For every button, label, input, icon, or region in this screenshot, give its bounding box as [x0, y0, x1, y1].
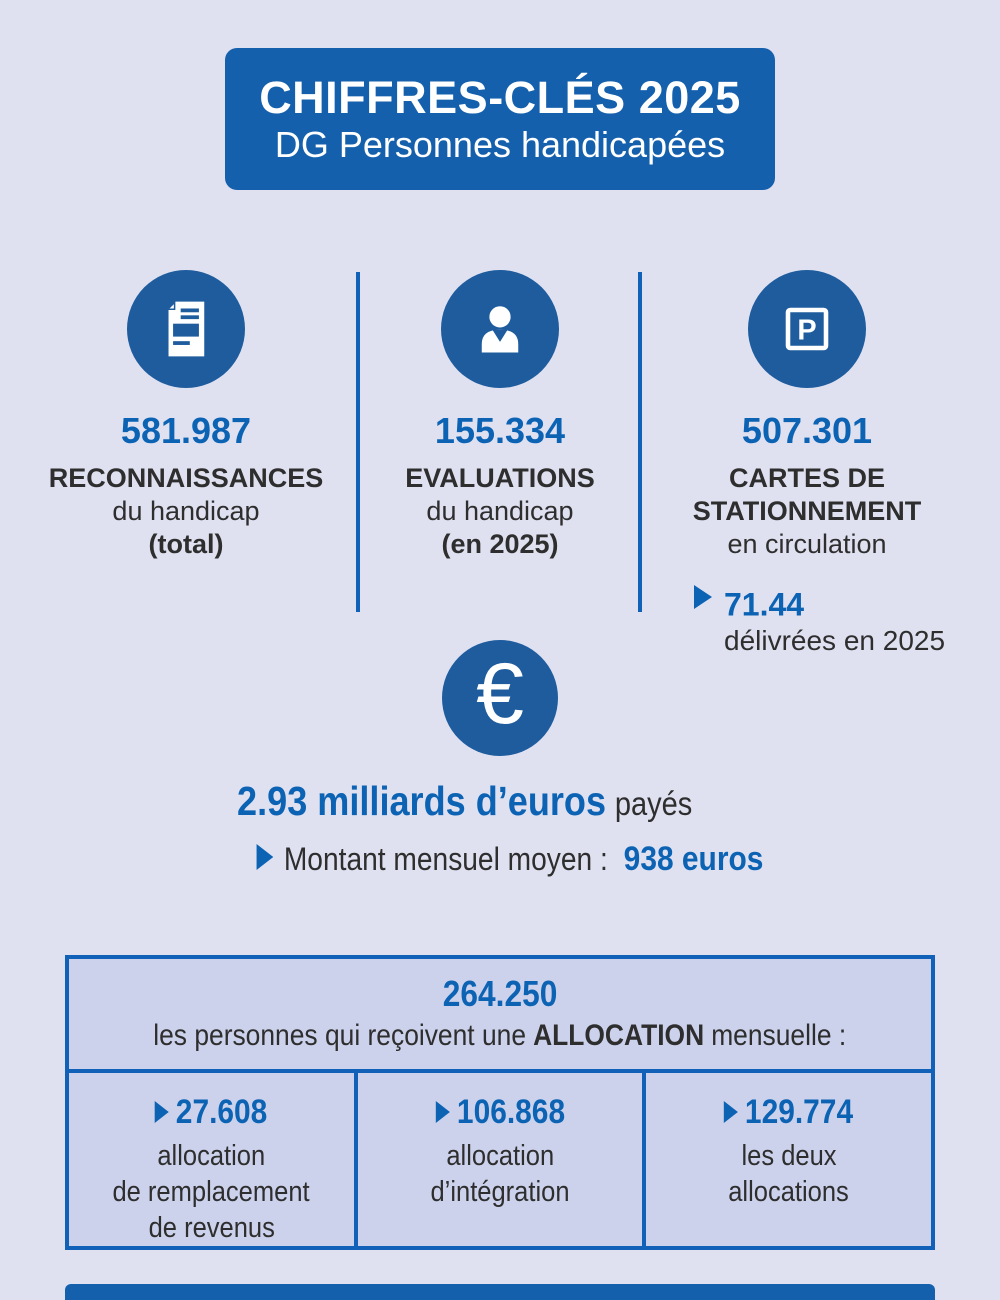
monthly-value: 938 euros: [623, 840, 764, 878]
triangle-bullet-icon: [155, 1101, 169, 1123]
parking-icon: [748, 270, 866, 388]
allocation-table-header: [69, 959, 931, 1073]
cell-label: les deux: [741, 1140, 837, 1172]
allocation-cell-remplacement: [69, 1073, 354, 1246]
page-subtitle: DG Personnes handicapées: [274, 124, 726, 166]
person-icon: [441, 270, 559, 388]
sub-label: délivrées en 2025: [724, 625, 946, 657]
triangle-bullet-icon: [694, 585, 712, 609]
triangle-bullet-icon: [257, 844, 274, 870]
cell-label: de remplacement: [112, 1176, 310, 1208]
stat-label: (total): [148, 529, 224, 559]
monthly-label: Montant mensuel moyen :: [283, 841, 608, 877]
stat-value: 507.301: [741, 410, 873, 451]
page-title: CHIFFRES-CLÉS 2025: [259, 71, 741, 123]
amount-value: 2.93 milliards d’euros: [237, 778, 607, 824]
header-banner: [225, 48, 775, 190]
svg-text:P: P: [797, 314, 817, 347]
cell-label: allocations: [728, 1176, 849, 1208]
allocation-caption-bold: ALLOCATION: [533, 1019, 705, 1052]
stat-label: RECONNAISSANCES: [48, 463, 324, 493]
stat-label: du handicap: [112, 496, 260, 526]
amount-paid-line: [0, 778, 930, 825]
stat-cartes-stationnement: [652, 270, 962, 657]
monthly-average-line: [20, 840, 1000, 879]
stat-value: 581.987: [120, 410, 252, 451]
cell-value: 129.774: [745, 1093, 854, 1131]
cell-value: 106.868: [456, 1093, 565, 1131]
stat-sub-bullet: [652, 585, 962, 657]
allocation-cell-integration: [354, 1073, 643, 1246]
allocation-caption-suffix: mensuelle :: [711, 1019, 847, 1052]
footer-bar: [65, 1284, 935, 1300]
stat-label: du handicap: [426, 496, 574, 526]
stat-label: (en 2025): [441, 529, 559, 559]
stat-label: EVALUATIONS: [405, 463, 595, 493]
allocation-cell-deux-allocations: [642, 1073, 931, 1246]
allocation-table: [65, 955, 935, 1250]
allocation-total: 264.250: [442, 973, 558, 1014]
stat-reconnaissances: [30, 270, 342, 561]
cell-label: allocation: [446, 1140, 554, 1172]
allocation-table-row: [69, 1073, 931, 1246]
stat-label: CARTES DE: [728, 463, 885, 493]
stat-label: STATIONNEMENT: [692, 496, 922, 526]
stat-value: 155.334: [434, 410, 566, 451]
document-icon: [127, 270, 245, 388]
amount-suffix: payés: [615, 785, 693, 822]
allocation-caption-prefix: les personnes qui reçoivent une: [153, 1019, 527, 1052]
stat-label: en circulation: [727, 529, 887, 559]
cell-label: d’intégration: [430, 1176, 570, 1208]
triangle-bullet-icon: [435, 1101, 449, 1123]
euro-icon: €: [442, 640, 558, 756]
stat-evaluations: [352, 270, 648, 561]
triangle-bullet-icon: [724, 1101, 738, 1123]
cell-label: de revenus: [148, 1212, 275, 1244]
cell-label: allocation: [157, 1140, 266, 1172]
cell-value: 27.608: [176, 1093, 268, 1131]
sub-value: 71.44: [724, 586, 805, 623]
